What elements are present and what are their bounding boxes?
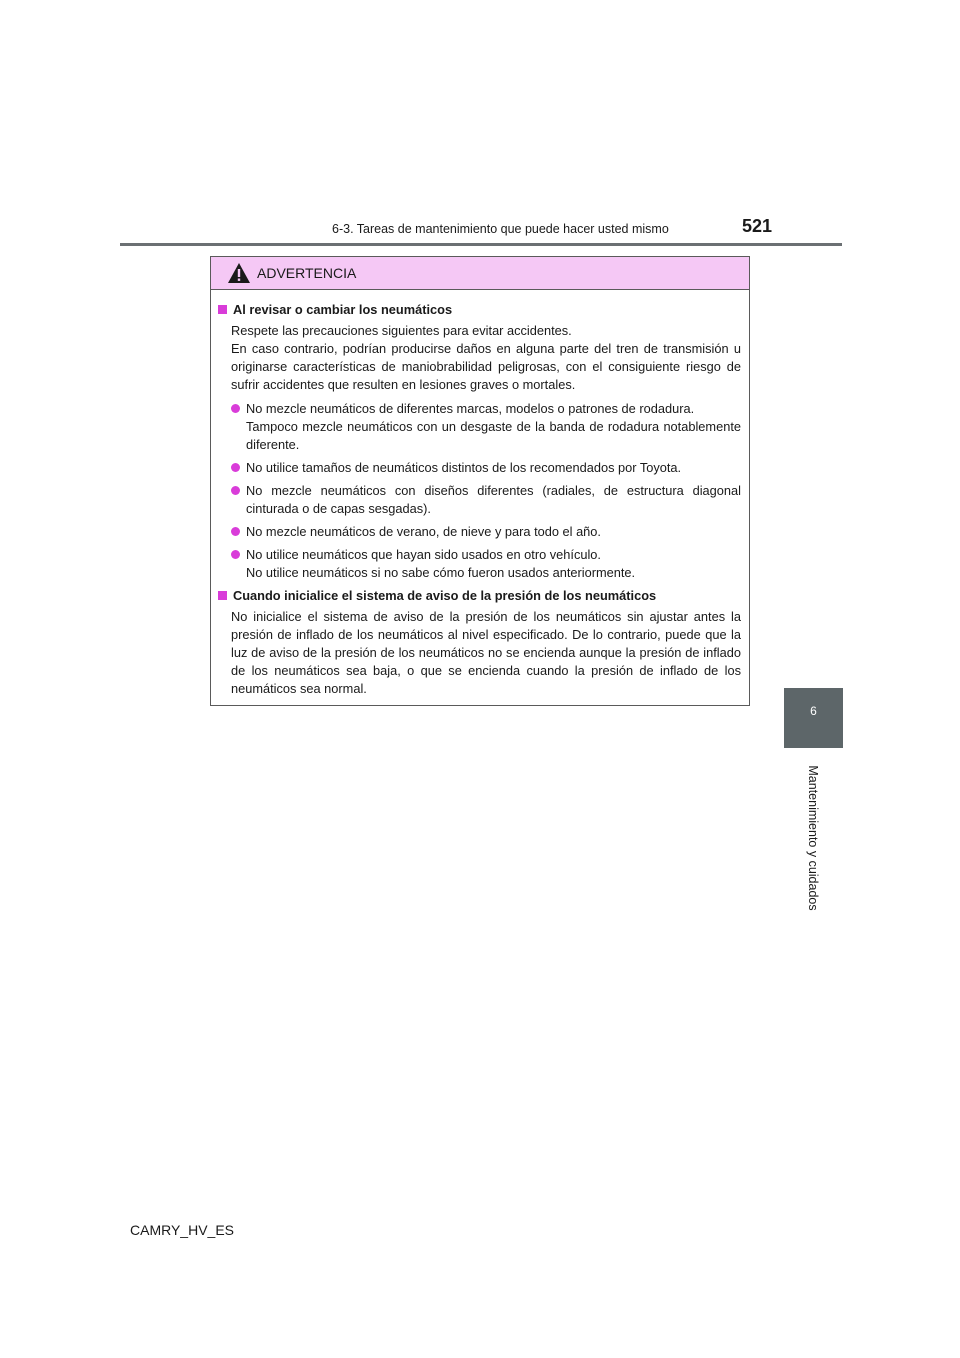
header-rule	[120, 243, 842, 246]
bullet-line: No utilice neumáticos si no sabe cómo fueron usados anteriormente.	[246, 565, 636, 580]
doc-code: CAMRY_HV_ES	[130, 1222, 235, 1238]
bullet-text	[246, 400, 741, 454]
intro-paragraph: No inicialice el sistema de aviso de la presión de los neumáticos sin ajustar antes la presión de inflado de los neumáticos al nivel especificado. De lo contrario, puede que la luz de aviso de la presión de los neumáticos no se encienda aunque la presión de inflado de los neumáticos sea baja, o que se encienda cuando la presión de inflado de los neumáticos sea normal.	[231, 609, 741, 696]
circle-bullet-icon	[231, 527, 240, 536]
section-heading	[218, 587, 741, 605]
bullet-line: Tampoco mezcle neumáticos con un desgaste de la banda de rodadura notablemente diferente.	[246, 419, 741, 452]
bullet-item	[231, 523, 741, 541]
bullet-item	[231, 546, 741, 582]
bullet-item	[231, 400, 741, 454]
bullet-item	[231, 459, 741, 477]
bullet-text	[246, 523, 741, 541]
circle-bullet-icon	[231, 404, 240, 413]
intro-paragraph: En caso contrario, podrían producirse daños en alguna parte del tren de transmisión u originarse características de maniobrabilidad peligrosas, con el consiguiente riesgo de sufrir accidentes que resulten en lesiones graves o mortales.	[231, 341, 741, 392]
bullet-line: No mezcle neumáticos de diferentes marcas, modelos o patrones de rodadura.	[246, 401, 695, 416]
section-heading-text: Al revisar o cambiar los neumáticos	[233, 302, 453, 317]
bullet-line: No mezcle neumáticos con diseños diferentes (radiales, de estructura diagonal cinturada o de capas sesgadas).	[246, 483, 741, 516]
chapter-number: 6	[810, 704, 817, 718]
bullet-text	[246, 546, 741, 582]
warning-triangle-icon	[227, 262, 251, 284]
bullet-item	[231, 482, 741, 518]
chapter-label: Mantenimiento y cuidados	[806, 765, 820, 911]
warning-header	[211, 257, 749, 290]
bullet-line: No utilice neumáticos que hayan sido usados en otro vehículo.	[246, 547, 601, 562]
chapter-tab	[784, 688, 843, 748]
square-bullet-icon	[218, 591, 227, 600]
bullet-text	[246, 459, 741, 477]
circle-bullet-icon	[231, 550, 240, 559]
section-intro	[231, 322, 741, 394]
intro-paragraph: Respete las precauciones siguientes para evitar accidentes.	[231, 323, 572, 338]
section-title: 6-3. Tareas de mantenimiento que puede hacer usted mismo	[332, 222, 669, 236]
section-heading-text: Cuando inicialice el sistema de aviso de la presión de los neumáticos	[233, 588, 657, 603]
warning-box	[210, 256, 750, 706]
section-heading	[218, 301, 741, 319]
section-intro	[231, 608, 741, 698]
bullet-text	[246, 482, 741, 518]
bullet-line: No mezcle neumáticos de verano, de nieve y para todo el año.	[246, 524, 601, 539]
page-number: 521	[742, 216, 773, 236]
warning-title: ADVERTENCIA	[257, 265, 357, 281]
circle-bullet-icon	[231, 463, 240, 472]
square-bullet-icon	[218, 305, 227, 314]
warning-body	[211, 290, 749, 698]
bullet-line: No utilice tamaños de neumáticos distintos de los recomendados por Toyota.	[246, 460, 682, 475]
circle-bullet-icon	[231, 486, 240, 495]
